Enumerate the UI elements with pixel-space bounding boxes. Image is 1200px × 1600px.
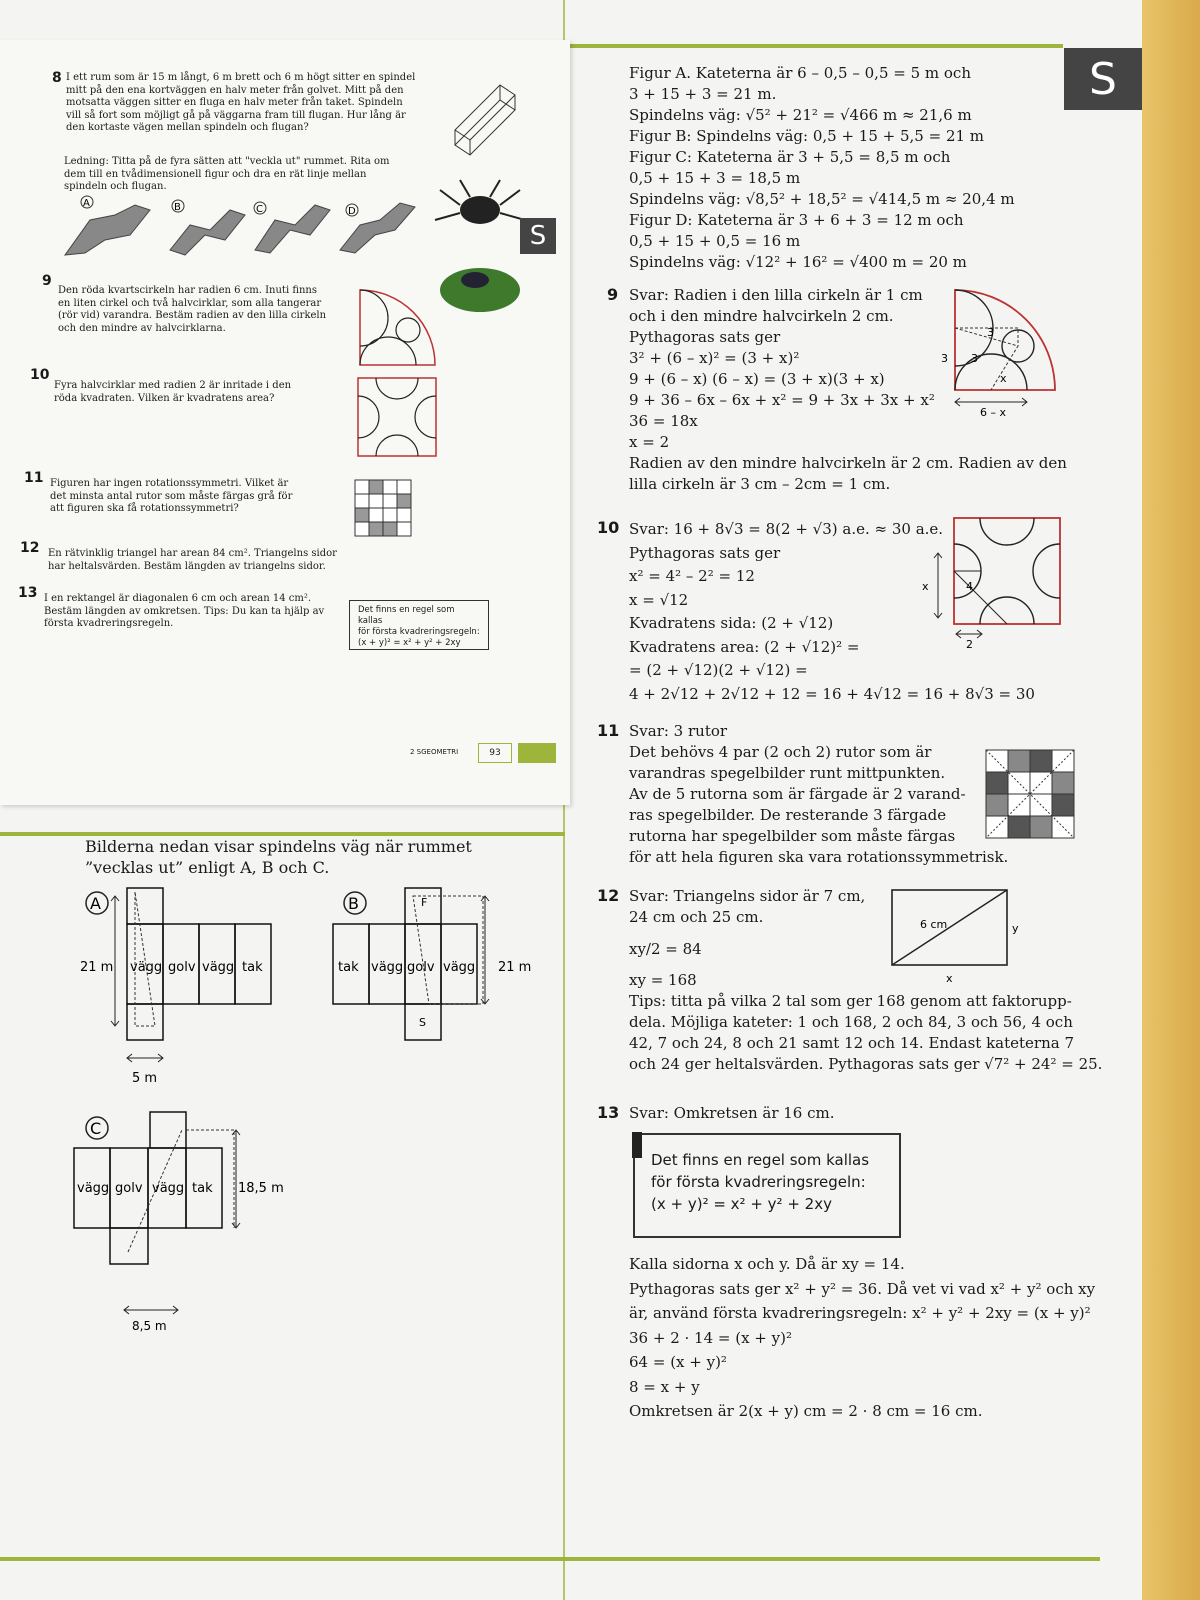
answer-line: Spindelns väg: √5² + 21² = √466 m ≈ 21,6 m [629, 106, 972, 124]
answer-line: Spindelns väg: √12² + 16² = √400 m = 20 m [629, 253, 967, 271]
answer-line: Radien av den mindre halvcirkeln är 2 cm. Radien av den [629, 454, 1067, 472]
answer-line: 9 + (6 – x) (6 – x) = (3 + x)(3 + x) [629, 370, 885, 388]
answer-11 [629, 721, 1008, 868]
answer-line: och 24 ger heltalsvärden. Pythagoras sats ger √7² + 24² = 25. [629, 1055, 1103, 1073]
answer-line: Kvadratens sida: (2 + √12) [629, 614, 834, 632]
answer-line: Av de 5 rutorna som är färgade är 2 varand- [629, 785, 966, 803]
answer-line: 24 cm och 25 cm. [629, 908, 764, 926]
figure-B [333, 886, 553, 1066]
figure-B-cell: golv [407, 960, 435, 975]
answer-line: xy/2 = 84 [629, 940, 702, 958]
chapter-footer: 2 SGEOMETRI [410, 748, 459, 756]
answer-line: och i den mindre halvcirkeln 2 cm. [629, 307, 894, 325]
answer-line: Spindelns väg: √8,5² + 18,5² = √414,5 m ≈ 20,4 m [629, 190, 1015, 208]
answer-12-rectangle-figure [892, 890, 1022, 985]
answer-line: xy = 168 [629, 971, 697, 989]
answer-line: x = 2 [629, 433, 670, 451]
page-number: 93 [478, 743, 512, 763]
fig9-label: 6 – x [980, 406, 1007, 419]
answer-line: Pythagoras sats ger x² + y² = 36. Då vet vi vad x² + y² och xy [629, 1279, 1096, 1298]
figure-A-cell: tak [242, 960, 263, 975]
figure-A-cell: golv [168, 960, 196, 975]
answer-line: Kalla sidorna x och y. Då är xy = 14. [629, 1255, 905, 1273]
answer-line: rutorna har spegelbilder som måste färgas [629, 827, 956, 845]
answer-line: Omkretsen är 2(x + y) cm = 2 · 8 cm = 16 cm. [629, 1402, 983, 1420]
figure-A-height: 21 m [80, 960, 114, 975]
figure-B-cell: vägg [443, 960, 476, 975]
answer-line: Pythagoras sats ger [629, 543, 781, 562]
tip-formula: (x + y)² = x² + y² + 2xy [358, 638, 461, 648]
answer-line: 36 + 2 · 14 = (x + y)² [629, 1328, 792, 1347]
answer-line: Svar: Triangelns sidor är 7 cm, [629, 887, 866, 905]
question-number: 13 [18, 585, 38, 601]
question-number: 11 [24, 470, 44, 486]
figure-C-cell: vägg [77, 1181, 110, 1196]
figures-caption: Bilderna nedan visar spindelns väg när rummet ”vecklas ut” enligt A, B och C. [85, 837, 472, 877]
spider-fly-illustration [435, 175, 525, 315]
answer-number: 12 [597, 886, 620, 905]
footer-green-block [518, 743, 556, 763]
answer-13-result: Svar: Omkretsen är 16 cm. [629, 1104, 835, 1122]
answer-line: 64 = (x + y)² [629, 1353, 727, 1371]
answer-line: 0,5 + 15 + 0,5 = 16 m [629, 232, 801, 250]
fig12-label: y [1012, 922, 1019, 935]
answer-line: Pythagoras sats ger [629, 328, 781, 346]
figure-C-width: 8,5 m [132, 1319, 167, 1333]
answer-line: = (2 + √12)(2 + √12) = [629, 661, 808, 679]
figure-A-label: A [90, 894, 101, 913]
tip-box [349, 600, 489, 650]
textbook-excerpt [0, 40, 570, 805]
answer-line: ras spegelbilder. De resterande 3 färgade [629, 806, 947, 824]
question-8-text: I ett rum som är 15 m långt, 6 m brett och 6 m högt sitter en spindel mitt på den ena kortväggen en halv meter från golvet. Mitt på den motsatta väggen sitter en fluga en halv meter från taket. Spindeln vill så fort som möjligt gå på väggarna fram till flugan. Hur lång är den kortaste vägen mellan spindeln och flugan? [66, 72, 416, 133]
answer-line: 42, 7 och 24, 8 och 21 samt 12 och 14. Endast kateterna 7 [629, 1034, 1075, 1052]
figure-A-cell: vägg [202, 960, 235, 975]
answer-line: är, använd första kvadreringsregeln: x² + y² + 2xy = (x + y)² [629, 1304, 1091, 1322]
rule-line: för första kvadreringsregeln: [651, 1173, 866, 1191]
figure-B-bottom: S [419, 1016, 426, 1029]
fig10-label: 2 [966, 638, 973, 651]
answer-number: 13 [597, 1103, 620, 1122]
answer-13 [629, 1252, 1095, 1424]
fig9-label: x [1000, 372, 1007, 385]
answer-line: Svar: 3 rutor [629, 722, 728, 740]
answer-11-grid-figure [986, 750, 1076, 840]
answer-line: Figur B: Spindelns väg: 0,5 + 15 + 5,5 = 21 m [629, 127, 985, 145]
answer-line: Figur A. Kateterna är 6 – 0,5 – 0,5 = 5 m och [629, 64, 971, 82]
figure-B-cell: tak [338, 960, 359, 975]
answer-line: 8 = x + y [629, 1377, 700, 1396]
square-semicircles-figure [358, 378, 438, 458]
top-green-rule [563, 44, 1063, 48]
question-12-text: En rätvinklig triangel har arean 84 cm². Triangelns sidor har heltalsvärden. Bestäm längden av triangelns sidor. [48, 548, 337, 572]
answer-line: 36 = 18x [629, 412, 698, 430]
rule-formula: (x + y)² = x² + y² + 2xy [651, 1195, 832, 1213]
figure-B-height: 21 m [498, 960, 532, 975]
answer-8 [629, 63, 1015, 273]
rule-box-accent [632, 1132, 642, 1158]
figure-B-top: F [421, 896, 428, 909]
figure-C-label: C [90, 1119, 102, 1138]
figure-B-cell: vägg [371, 960, 404, 975]
question-11-text: Figuren har ingen rotationssymmetri. Vilket är det minsta antal rutor som måste färgas grå för att figuren ska få rotationssymmetri? [50, 478, 293, 514]
answer-line: för att hela figuren ska vara rotationssymmetrisk. [629, 848, 1009, 866]
section-tab: S [520, 218, 556, 254]
figure-A-cell: vägg [130, 960, 163, 975]
question-number: 10 [30, 367, 50, 383]
fig9-label: 3 [941, 352, 948, 365]
fig-label-A: A [83, 198, 90, 209]
answer-line: 3 + 15 + 3 = 21 m. [629, 85, 777, 103]
fig12-label: 6 cm [920, 918, 948, 931]
bottom-green-rule [0, 1557, 1100, 1561]
figure-C-height: 18,5 m [238, 1181, 284, 1196]
answer-line: 0,5 + 15 + 3 = 18,5 m [629, 169, 801, 187]
figure-C-cell: tak [192, 1181, 213, 1196]
answer-line: varandras spegelbilder runt mittpunkten. [629, 764, 946, 782]
answer-line: 9 + 36 – 6x – 6x + x² = 9 + 3x + 3x + x² [629, 391, 935, 409]
room-box-figure [455, 90, 525, 160]
question-number: 12 [20, 540, 40, 556]
rule-line: Det finns en regel som kallas [651, 1151, 870, 1169]
tip-line: Det finns en regel som kallas [358, 605, 455, 626]
fig-label-B: B [174, 202, 181, 213]
answer-line: Figur D: Kateterna är 3 + 6 + 3 = 12 m och [629, 211, 964, 229]
answer-line: lilla cirkeln är 3 cm – 2cm = 1 cm. [629, 475, 891, 493]
answer-line: Det behövs 4 par (2 och 2) rutor som är [629, 743, 932, 761]
question-10-text: Fyra halvcirklar med radien 2 är inritade i den röda kvadraten. Vilken är kvadratens area? [54, 380, 292, 404]
figure-A [75, 886, 295, 1086]
fig9-label: 3 [987, 326, 994, 339]
tip-line: för första kvadreringsregeln: [358, 627, 480, 637]
figure-B-label: B [348, 894, 359, 913]
rule-box [633, 1133, 901, 1238]
quarter-circle-figure [360, 290, 440, 365]
answer-number: 10 [597, 518, 620, 537]
section-tab: S [1064, 48, 1142, 110]
fig10-label: x [922, 580, 929, 593]
answer-line: 4 + 2√12 + 2√12 + 12 = 16 + 4√12 = 16 + 8√3 = 30 [629, 684, 1035, 703]
grid-figure [355, 480, 415, 540]
answer-9-figure [941, 290, 1065, 420]
answer-line: Kvadratens area: (2 + √12)² = [629, 637, 860, 656]
figure-C [72, 1112, 302, 1342]
answer-number: 11 [597, 721, 620, 740]
question-13-text: I en rektangel är diagonalen 6 cm och arean 14 cm². Bestäm längden av omkretsen. Tips: Du kan ta hjälp av första kvadreringsregeln. [44, 593, 325, 629]
fig9-label: 3 [971, 352, 978, 365]
answer-line: dela. Möjliga kateter: 1 och 168, 2 och 84, 3 och 56, 4 och [629, 1013, 1073, 1031]
question-number: 8 [52, 70, 62, 86]
book-edge [1142, 0, 1200, 1600]
fig12-label: x [946, 972, 953, 985]
figure-C-cell: golv [115, 1181, 143, 1196]
answer-number: 9 [607, 285, 619, 304]
fig-label-D: D [348, 206, 356, 217]
answer-line: x = √12 [629, 590, 689, 609]
answer-line: Tips: titta på vilka 2 tal som ger 168 genom att faktorupp- [629, 992, 1072, 1010]
fig-label-C: C [256, 204, 263, 215]
answer-line: Svar: 16 + 8√3 = 8(2 + √3) a.e. ≈ 30 a.e. [629, 520, 944, 538]
answer-line: 3² + (6 – x)² = (3 + x)² [629, 349, 800, 367]
answer-12 [629, 886, 1102, 1075]
question-9-text: Den röda kvartscirkeln har radien 6 cm. Inuti finns en liten cirkel och två halvcirklar, som alla tangerar (rör vid) varandra. Bestäm radien av den lilla cirkeln och den mindre av halvcirklarna. [58, 285, 327, 334]
question-number: 9 [42, 273, 52, 289]
answer-line: Svar: Radien i den lilla cirkeln är 1 cm [629, 286, 923, 304]
unfold-figures [60, 195, 420, 265]
answer-line: x² = 4² – 2² = 12 [629, 567, 755, 585]
figure-C-cell: vägg [152, 1181, 185, 1196]
question-8-hint: Ledning: Titta på de fyra sätten att "veckla ut" rummet. Rita om dem till en tvådimensionell figur och dra en rät linje mellan spindeln och flugan. [64, 156, 390, 192]
figure-A-width: 5 m [132, 1071, 158, 1086]
fig10-label: 4 [966, 580, 973, 593]
answer-10-figure [922, 518, 1070, 651]
answer-line: Figur C: Kateterna är 3 + 5,5 = 8,5 m och [629, 148, 951, 166]
